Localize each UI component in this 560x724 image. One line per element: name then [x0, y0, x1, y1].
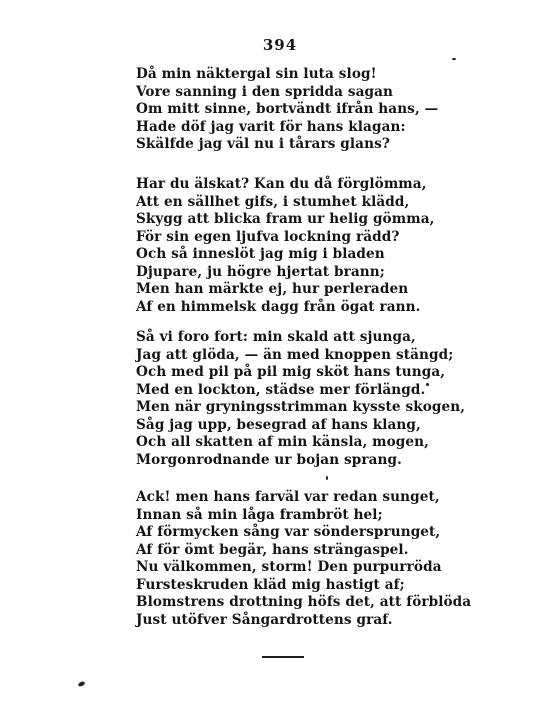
verse-line: Morgonrodnande ur bojan sprang.	[136, 451, 402, 468]
verse-line: Hade döf jag varit för hans klagan:	[136, 118, 406, 135]
ink-speck	[452, 58, 456, 60]
ink-speck	[77, 681, 85, 688]
verse-line: Just utöfver Sångardrottens graf.	[136, 611, 393, 628]
verse-line: Så vi foro fort: min skald att sjunga,	[136, 329, 416, 345]
stanza-4	[136, 489, 472, 629]
page-number: 394	[262, 36, 298, 54]
verse-line: Och med pil på pil mig sköt hans tunga,	[136, 364, 446, 380]
verse-line: Af förmycken sång var söndersprunget,	[136, 524, 441, 540]
verse-line: Vore sanning i den spridda sagan	[136, 83, 393, 100]
verse-line: Nu välkommen, storm! Den purpurröda	[136, 559, 442, 575]
verse-line: Djupare, ju högre hjertat brann;	[136, 263, 385, 280]
stanza-3	[136, 329, 466, 469]
end-rule	[262, 656, 304, 658]
verse-line: Men han märkte ej, hur perleraden	[136, 281, 409, 297]
verse-line: Och all skatten af min känsla, mogen,	[136, 434, 429, 450]
ink-speck	[426, 383, 429, 386]
verse-line: Af en himmelsk dagg från ögat rann.	[136, 298, 421, 315]
verse-line: Blomstrens drottning höfs det, att förblöda	[136, 594, 472, 610]
verse-line: Af för ömt begär, hans strängaspel.	[136, 541, 409, 558]
verse-line: Skälfde jag väl nu i tårars glans?	[136, 136, 390, 152]
verse-line: Skygg att blicka fram ur helig gömma,	[136, 211, 435, 227]
stanza-2	[136, 176, 446, 316]
verse-line: Såg jag upp, besegrad af hans klang,	[136, 416, 421, 433]
verse-line: Och så inneslöt jag mig i bladen	[136, 246, 385, 262]
verse-line: Ack! men hans farväl var redan sunget,	[136, 489, 440, 505]
verse-line: Att en sällhet gifs, i stumhet klädd,	[136, 193, 410, 210]
verse-line: Då min näktergal sin luta slog!	[136, 66, 377, 82]
stanza-1	[136, 66, 446, 154]
verse-line: Men när gryningsstrimman kysste skogen,	[136, 399, 466, 415]
verse-line: Med en lockton, städse mer förlängd.	[136, 381, 426, 398]
ink-speck	[326, 476, 328, 480]
verse-line: Har du älskat? Kan du då förglömma,	[136, 176, 427, 192]
verse-line: Om mitt sinne, bortvändt ifrån hans, —	[136, 101, 439, 117]
verse-line: Jag att glöda, — än med knoppen stängd;	[136, 346, 454, 363]
verse-line: Innan så min låga frambröt hel;	[136, 506, 383, 523]
verse-line: För sin egen ljufva lockning rädd?	[136, 228, 400, 245]
verse-line: Fursteskruden kläd mig hastigt af;	[136, 576, 405, 593]
